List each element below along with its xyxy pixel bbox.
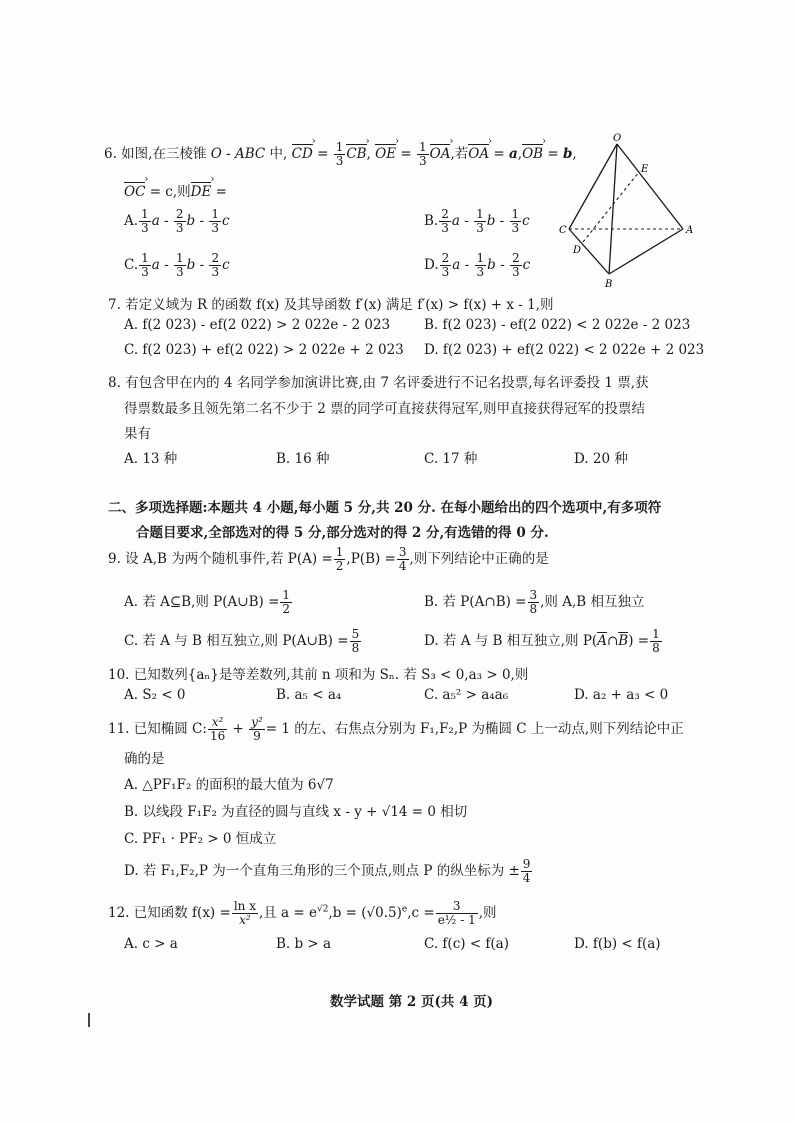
q6-stem: 6. 如图,在三棱锥 O - ABC 中, CD › = $\frac{1}{3}$ CB ›, OE › = $\frac{1}{3}$ OA ›,若OA › = a,OB › = b,	[104, 141, 577, 168]
label-d: D	[573, 245, 582, 256]
q8-stem-line1: 8. 有包含甲在内的 4 名同学参加演讲比赛,由 7 名评委进行不记名投票,每名评委投 1 票,获	[108, 375, 649, 391]
q9-option-b: B. 若 P(A∩B) = $\frac{3}{8}$ ,则 A,B 相互独立	[424, 588, 645, 616]
q11-option-b: B. 以线段 F₁F₂ 为直径的圆与直线 x - y + √14 = 0 相切	[124, 804, 468, 820]
q7-option-c: C. f(2 023) + ef(2 022) > 2 022e + 2 023	[124, 342, 404, 358]
q12-option-b: B. b > a	[276, 936, 332, 952]
scan-mark	[88, 1013, 90, 1027]
label-c: C	[559, 225, 567, 236]
q11-stem-line2: 确的是	[124, 751, 165, 767]
q11-stem: 11. 已知椭圆 C: $\frac{\text{x²}}{16}$ + $\frac{\text{y²}}{9}$ = 1 的左、右焦点分别为 F₁,F₂,P 为椭圆 C 上一动点,则下列结论中正	[108, 715, 684, 743]
q10-stem: 10. 已知数列{aₙ}是等差数列,其前 n 项和为 Sₙ. 若 S₃ < 0,a₃ > 0,则	[108, 667, 529, 683]
label-e: E	[641, 164, 649, 175]
q12-option-d: D. f(b) < f(a)	[574, 936, 661, 952]
q7-option-d: D. f(2 023) + ef(2 022) < 2 022e + 2 023	[424, 342, 705, 358]
q10-option-a: A. S₂ < 0	[124, 687, 186, 703]
q12-option-a: A. c > a	[124, 936, 178, 952]
label-o: O	[613, 133, 622, 144]
q7-stem: 7. 若定义域为 R 的函数 f(x) 及其导函数 f′(x) 满足 f′(x) > f(x) + x - 1,则	[108, 297, 554, 313]
q9-option-a: A. 若 A⊆B,则 P(A∪B) = $\frac{1}{2}$	[124, 588, 291, 616]
q7-option-a: A. f(2 023) - ef(2 022) > 2 022e - 2 023	[124, 317, 391, 333]
section2-heading: 二、多项选择题:本题共 4 小题,每小题 5 分,共 20 分. 在每小题给出的四个选项中,有多项符	[108, 500, 662, 516]
q12-stem: 12. 已知函数 f(x) = $\frac{\text{ln x}}{\text{x²}}$ ,且 $a = e^{√2},b = (√0.5)^e,c$ = $\frac{3}{\text{e½ - 1}}$ ,则	[108, 899, 497, 927]
q10-option-b: B. a₅ < a₄	[276, 687, 342, 703]
q10-option-c: C. a₅² > a₄a₆	[424, 687, 509, 703]
q6-option-c: C. $\frac{1}{3}$ a - $\frac{1}{3}$ b - $\frac{2}{3}$ c	[124, 251, 230, 279]
label-a: A	[686, 225, 694, 236]
page-footer: 数学试题 第 2 页(共 4 页)	[330, 994, 494, 1010]
q12-option-c: C. f(c) < f(a)	[424, 936, 509, 952]
q11-option-c: C. PF₁ · PF₂ > 0 恒成立	[124, 831, 277, 847]
q8-option-b: B. 16 种	[276, 451, 330, 467]
q6-option-b: B. $\frac{2}{3}$ a - $\frac{1}{3}$ b - $\frac{1}{3}$ c	[424, 207, 530, 235]
q7-option-b: B. f(2 023) - ef(2 022) < 2 022e - 2 023	[424, 317, 691, 333]
q8-option-d: D. 20 种	[574, 451, 628, 467]
q11-option-a: A. △PF₁F₂ 的面积的最大值为 6√7	[124, 777, 334, 793]
q6-option-a: A. $\frac{1}{3}$ a - $\frac{2}{3}$ b - $\frac{1}{3}$ c	[124, 207, 230, 235]
q6-stem-line2: OC › = c,则DE › =	[124, 180, 227, 200]
q8-stem-line3: 果有	[124, 426, 151, 442]
q10-option-d: D. a₂ + a₃ < 0	[574, 687, 669, 703]
q9-option-d: D. 若 A 与 B 相互独立,则 $P(\overline{A}\cap\overline{B})$ = $\frac{1}{8}$	[424, 627, 660, 655]
section2-heading-line2: 合题目要求,全部选对的得 5 分,部分选对的得 2 分,有选错的得 0 分.	[136, 525, 549, 541]
q11-option-d: D. 若 F₁,F₂,P 为一个直角三角形的三个顶点,则点 P 的纵坐标为 ± $\frac{9}{4}$	[124, 857, 531, 885]
tetrahedron-figure	[555, 128, 695, 293]
q9-stem: 9. 设 A,B 为两个随机事件,若 P(A) = $\frac{1}{2}$ ,P(B) = $\frac{3}{4}$ ,则下列结论中正确的是	[108, 545, 549, 573]
q8-stem-line2: 得票数最多且领先第二名不少于 2 票的同学可直接获得冠军,则甲直接获得冠军的投票结	[124, 401, 645, 417]
q9-option-c: C. 若 A 与 B 相互独立,则 P(A∪B) = $\frac{5}{8}$	[124, 627, 360, 655]
q8-option-c: C. 17 种	[424, 451, 478, 467]
q8-option-a: A. 13 种	[124, 451, 178, 467]
q6-option-d: D. $\frac{2}{3}$ a - $\frac{1}{3}$ b - $\frac{2}{3}$ c	[424, 251, 531, 279]
label-b: B	[605, 279, 613, 290]
